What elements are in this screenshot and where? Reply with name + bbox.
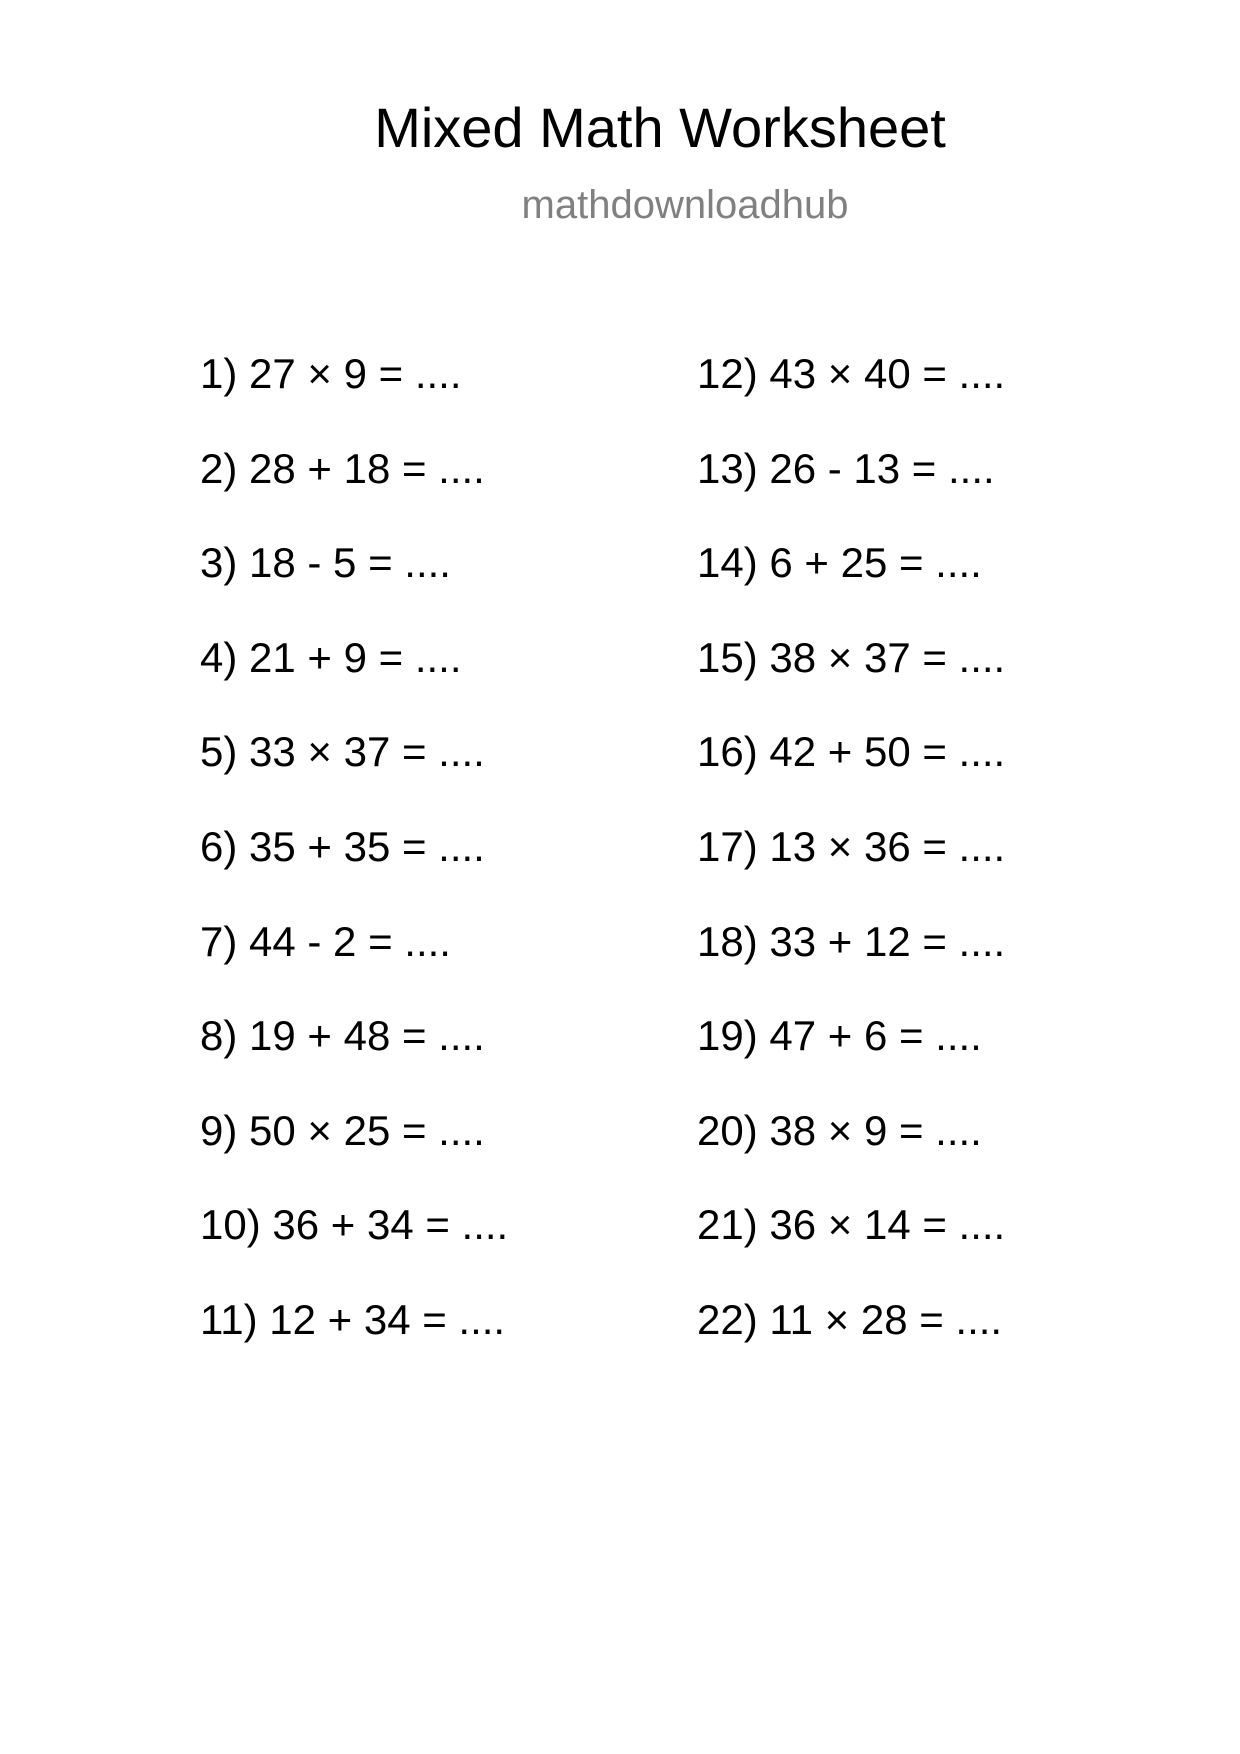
problem-item: 3) 18 - 5 = .... bbox=[200, 539, 451, 587]
problem-item: 13) 26 - 13 = .... bbox=[697, 444, 995, 492]
problem-item: 8) 19 + 48 = .... bbox=[200, 1012, 485, 1060]
problem-item: 15) 38 × 37 = .... bbox=[697, 633, 1006, 681]
problems-column-right bbox=[697, 350, 1005, 1391]
page-title: Mixed Math Worksheet bbox=[374, 96, 946, 159]
problem-item: 9) 50 × 25 = .... bbox=[200, 1106, 485, 1154]
problem-item: 11) 12 + 34 = .... bbox=[200, 1295, 506, 1343]
problem-item: 18) 33 + 12 = .... bbox=[697, 917, 1006, 965]
problems-column-left bbox=[200, 350, 508, 1391]
problem-item: 14) 6 + 25 = .... bbox=[697, 539, 982, 587]
problem-item: 2) 28 + 18 = .... bbox=[200, 444, 485, 492]
problem-item: 5) 33 × 37 = .... bbox=[200, 728, 485, 776]
problem-item: 12) 43 × 40 = .... bbox=[697, 350, 1006, 397]
problem-item: 19) 47 + 6 = .... bbox=[697, 1012, 982, 1060]
problem-item: 6) 35 + 35 = .... bbox=[200, 822, 485, 870]
problem-item: 16) 42 + 50 = .... bbox=[697, 728, 1006, 776]
problem-item: 20) 38 × 9 = .... bbox=[697, 1106, 982, 1154]
problem-item: 1) 27 × 9 = .... bbox=[200, 350, 462, 397]
page-subtitle: mathdownloadhub bbox=[521, 183, 849, 227]
problem-item: 10) 36 + 34 = .... bbox=[200, 1201, 509, 1249]
problem-item: 4) 21 + 9 = .... bbox=[200, 633, 462, 681]
problem-item: 22) 11 × 28 = .... bbox=[697, 1295, 1003, 1343]
problem-item: 17) 13 × 36 = .... bbox=[697, 822, 1006, 870]
problem-item: 21) 36 × 14 = .... bbox=[697, 1201, 1006, 1249]
problem-item: 7) 44 - 2 = .... bbox=[200, 917, 451, 965]
